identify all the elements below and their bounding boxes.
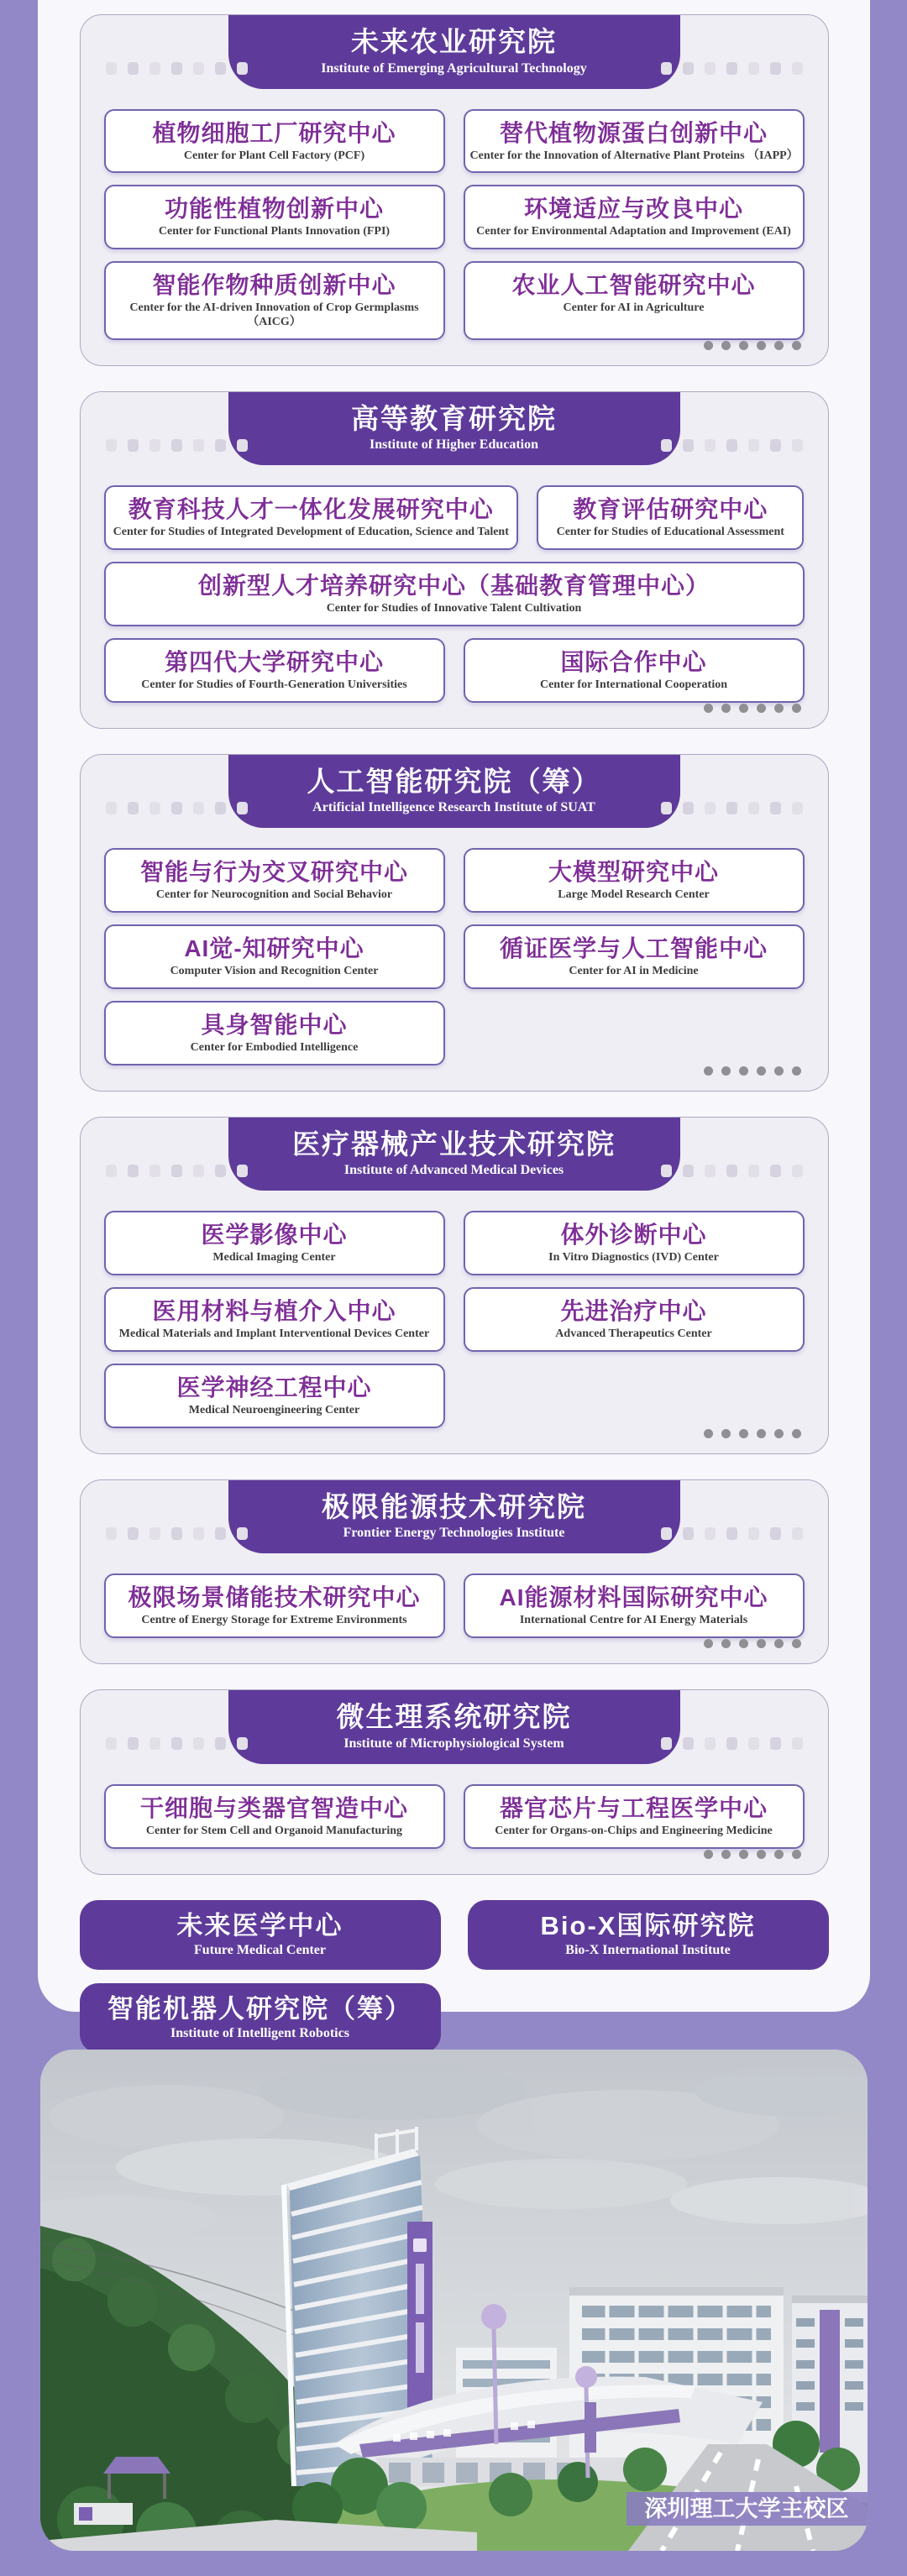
center-row bbox=[104, 1573, 805, 1638]
research-center-box bbox=[104, 638, 445, 703]
dash-icon bbox=[149, 1527, 160, 1540]
dash-icon bbox=[683, 439, 694, 452]
research-center-box bbox=[104, 185, 445, 249]
dash-icon bbox=[770, 1737, 781, 1750]
institute-title-zh: 极限能源技术研究院 bbox=[322, 1490, 586, 1522]
research-center-box bbox=[104, 1364, 445, 1428]
dash-icon bbox=[705, 802, 716, 814]
center-row bbox=[104, 185, 805, 249]
center-name-zh: 农业人工智能研究中心 bbox=[511, 272, 756, 299]
photo-caption bbox=[627, 2492, 868, 2526]
center-name-zh: 医学神经工程中心 bbox=[176, 1374, 372, 1401]
dash-icon bbox=[792, 62, 803, 75]
dash-icon bbox=[748, 1165, 759, 1177]
dot-icon bbox=[774, 341, 784, 350]
center-name-zh: 大模型研究中心 bbox=[548, 859, 719, 886]
center-name-en: Center for AI in Agriculture bbox=[563, 301, 705, 315]
institute-header bbox=[228, 755, 680, 829]
unit-future-medical-center bbox=[80, 1900, 441, 1970]
institute-card-0 bbox=[80, 14, 829, 366]
decor-dashes-left bbox=[106, 802, 248, 814]
dash-icon bbox=[171, 1527, 182, 1540]
dash-icon bbox=[661, 439, 672, 452]
center-row bbox=[104, 1211, 805, 1275]
center-name-en: Medical Materials and Implant Interventional Devices Center bbox=[118, 1327, 430, 1341]
center-name-en: Center for the Innovation of Alternative Plant Proteins （IAPP） bbox=[469, 149, 799, 162]
research-center-box bbox=[104, 1001, 445, 1065]
dot-icon bbox=[792, 1639, 801, 1648]
dot-icon bbox=[721, 1639, 731, 1648]
center-name-zh: 功能性植物创新中心 bbox=[164, 196, 384, 223]
dot-icon bbox=[704, 704, 713, 713]
pagination-dots bbox=[704, 1639, 801, 1648]
center-name-zh: 干细胞与类器官智造中心 bbox=[139, 1794, 408, 1821]
center-row bbox=[104, 848, 805, 913]
dash-icon bbox=[705, 1165, 716, 1177]
center-name-zh: 器官芯片与工程医学中心 bbox=[499, 1794, 768, 1821]
dot-icon bbox=[792, 341, 801, 350]
dash-icon bbox=[128, 1527, 139, 1540]
center-name-en: Center for Stem Cell and Organoid Manufacturing bbox=[145, 1824, 403, 1837]
institute-title-en: Institute of Microphysiological System bbox=[343, 1736, 564, 1751]
center-grid bbox=[81, 828, 828, 1065]
unit-title-zh: 未来医学中心 bbox=[176, 1910, 343, 1940]
decor-dashes-right bbox=[661, 1165, 803, 1177]
dash-icon bbox=[215, 439, 226, 452]
dash-icon bbox=[171, 62, 182, 75]
institute-title-zh: 微生理系统研究院 bbox=[336, 1701, 572, 1733]
research-center-box bbox=[104, 261, 445, 340]
institute-header bbox=[228, 392, 680, 466]
research-center-box bbox=[464, 109, 805, 174]
dash-icon bbox=[193, 439, 204, 452]
institute-card-4 bbox=[80, 1479, 829, 1664]
center-name-en: Advanced Therapeutics Center bbox=[555, 1327, 712, 1341]
dot-icon bbox=[792, 1850, 801, 1859]
research-center-box bbox=[537, 485, 804, 550]
dot-icon bbox=[721, 704, 731, 713]
dot-icon bbox=[739, 1850, 748, 1859]
center-row bbox=[104, 924, 805, 989]
center-name-zh: 医学影像中心 bbox=[201, 1222, 348, 1249]
pagination-dots bbox=[704, 704, 801, 713]
center-grid bbox=[81, 1191, 828, 1427]
center-name-zh: 国际合作中心 bbox=[560, 648, 707, 675]
institute-card-1 bbox=[80, 391, 829, 729]
dash-icon bbox=[683, 1737, 694, 1750]
center-row bbox=[104, 1287, 805, 1352]
decor-dashes-left bbox=[106, 1527, 248, 1540]
dash-icon bbox=[149, 62, 160, 75]
dash-icon bbox=[661, 1737, 672, 1750]
dash-icon bbox=[237, 802, 248, 814]
dash-icon bbox=[106, 1165, 117, 1177]
decor-dashes-right bbox=[661, 802, 803, 814]
dash-icon bbox=[128, 62, 139, 75]
research-center-box bbox=[104, 485, 519, 550]
dot-icon bbox=[774, 1429, 784, 1438]
center-name-en: Center for Environmental Adaptation and Improvement (EAI) bbox=[476, 225, 791, 238]
unit-title-zh: 智能机器人研究院（筹） bbox=[107, 1993, 412, 2024]
building-banner bbox=[820, 2310, 840, 2453]
research-center-box bbox=[464, 638, 805, 703]
center-name-zh: 替代植物源蛋白创新中心 bbox=[499, 119, 768, 146]
dash-icon bbox=[237, 439, 248, 452]
research-center-box bbox=[104, 848, 445, 913]
decor-dashes-right bbox=[661, 62, 803, 75]
center-row bbox=[104, 1364, 805, 1428]
dash-icon bbox=[193, 1527, 204, 1540]
dash-icon bbox=[683, 1165, 694, 1177]
dash-icon bbox=[215, 1165, 226, 1177]
center-name-en: Center for Studies of Integrated Development of Education, Science and Talent bbox=[113, 526, 509, 539]
dash-icon bbox=[237, 1165, 248, 1177]
unit-title-en: Bio-X International Institute bbox=[565, 1942, 731, 1957]
dash-icon bbox=[106, 1527, 117, 1540]
research-center-box bbox=[104, 1573, 445, 1638]
center-grid bbox=[81, 89, 828, 340]
center-name-en: Center for the AI-driven Innovation of Crop Germplasms （AICG） bbox=[129, 301, 419, 328]
dot-icon bbox=[774, 704, 784, 713]
dot-icon bbox=[774, 1066, 784, 1076]
spacer bbox=[464, 1001, 805, 1065]
dash-icon bbox=[171, 1737, 182, 1750]
content-canvas bbox=[38, 0, 870, 2040]
dash-icon bbox=[149, 802, 160, 814]
unit-title-en: Future Medical Center bbox=[194, 1942, 326, 1957]
institute-title-zh: 未来农业研究院 bbox=[351, 26, 557, 57]
center-name-zh: 创新型人才培养研究中心（基础教育管理中心） bbox=[197, 573, 710, 599]
dash-icon bbox=[792, 802, 803, 814]
pagination-dots bbox=[704, 1066, 801, 1076]
center-name-zh: AI觉-知研究中心 bbox=[184, 935, 364, 962]
dash-icon bbox=[792, 1527, 803, 1540]
dot-icon bbox=[757, 1066, 766, 1076]
institute-title-zh: 医疗器械产业技术研究院 bbox=[292, 1128, 616, 1160]
institute-card-3 bbox=[80, 1117, 829, 1454]
unit-intelligent-robotics bbox=[80, 1983, 441, 2053]
decor-dashes-left bbox=[106, 1165, 248, 1177]
institute-title-en: Institute of Emerging Agricultural Technology bbox=[321, 60, 587, 76]
center-name-en: Center for Studies of Educational Assessment bbox=[556, 526, 784, 539]
dash-icon bbox=[237, 1527, 248, 1540]
dot-icon bbox=[757, 704, 766, 713]
dash-icon bbox=[726, 1165, 737, 1177]
dash-icon bbox=[215, 62, 226, 75]
center-row bbox=[104, 1001, 805, 1065]
decor-dashes-right bbox=[661, 439, 803, 452]
dot-icon bbox=[704, 1066, 713, 1076]
dash-icon bbox=[661, 802, 672, 814]
dash-icon bbox=[215, 802, 226, 814]
dash-icon bbox=[726, 62, 737, 75]
dot-icon bbox=[721, 1850, 731, 1859]
dash-icon bbox=[683, 1527, 694, 1540]
dash-icon bbox=[149, 1165, 160, 1177]
center-name-zh: AI能源材料国际研究中心 bbox=[499, 1584, 768, 1611]
dash-icon bbox=[128, 802, 139, 814]
research-center-box bbox=[464, 1287, 805, 1352]
institute-title-zh: 高等教育研究院 bbox=[351, 402, 557, 434]
center-name-zh: 先进治疗中心 bbox=[560, 1298, 707, 1325]
dash-icon bbox=[193, 62, 204, 75]
dash-icon bbox=[661, 1527, 672, 1540]
photo-caption-text: 深圳理工大学主校区 bbox=[644, 2496, 849, 2521]
pagination-dots bbox=[704, 341, 801, 350]
center-name-zh: 体外诊断中心 bbox=[560, 1222, 707, 1249]
center-grid bbox=[81, 465, 828, 702]
center-name-zh: 循证医学与人工智能中心 bbox=[499, 935, 768, 962]
center-name-en: Center for AI in Medicine bbox=[569, 965, 699, 978]
center-name-zh: 具身智能中心 bbox=[201, 1011, 348, 1038]
dash-icon bbox=[661, 1165, 672, 1177]
dash-icon bbox=[149, 439, 160, 452]
dash-icon bbox=[128, 1737, 139, 1750]
campus-photo bbox=[40, 2050, 868, 2551]
dash-icon bbox=[792, 1165, 803, 1177]
center-row bbox=[104, 485, 805, 550]
research-center-box bbox=[464, 261, 805, 340]
dash-icon bbox=[726, 439, 737, 452]
dash-icon bbox=[726, 1737, 737, 1750]
research-center-box bbox=[104, 924, 445, 989]
dash-icon bbox=[106, 802, 117, 814]
dash-icon bbox=[770, 1165, 781, 1177]
institute-card-5 bbox=[80, 1689, 829, 1874]
dot-icon bbox=[721, 341, 731, 350]
research-center-box bbox=[464, 1784, 805, 1849]
center-name-en: Center for Functional Plants Innovation (FPI) bbox=[158, 225, 391, 238]
dash-icon bbox=[770, 439, 781, 452]
center-name-en: Center for Studies of Fourth-Generation Universities bbox=[141, 678, 407, 691]
dash-icon bbox=[237, 1737, 248, 1750]
pagination-dots bbox=[704, 1429, 801, 1438]
dot-icon bbox=[704, 1850, 713, 1859]
center-name-zh: 教育评估研究中心 bbox=[573, 496, 768, 523]
dot-icon bbox=[704, 1429, 713, 1438]
dash-icon bbox=[215, 1527, 226, 1540]
center-name-en: Medical Neuroengineering Center bbox=[188, 1403, 360, 1416]
institute-title-en: Institute of Higher Education bbox=[369, 437, 539, 453]
dash-icon bbox=[770, 62, 781, 75]
center-name-en: Center for Studies of Innovative Talent Cultivation bbox=[326, 602, 582, 615]
center-name-en: Centre of Energy Storage for Extreme Environments bbox=[141, 1614, 407, 1627]
unit-title-zh: Bio-X国际研究院 bbox=[540, 1910, 756, 1940]
dot-icon bbox=[792, 1066, 801, 1076]
research-center-box bbox=[104, 562, 805, 626]
decor-dashes-left bbox=[106, 1737, 248, 1750]
dot-icon bbox=[792, 1429, 801, 1438]
dash-icon bbox=[792, 439, 803, 452]
center-name-en: Center for Neurocognition and Social Behavior bbox=[155, 888, 393, 902]
decor-dashes-right bbox=[661, 1527, 803, 1540]
center-name-zh: 第四代大学研究中心 bbox=[164, 648, 384, 675]
research-center-box bbox=[464, 924, 805, 989]
decor-dashes-left bbox=[106, 62, 248, 75]
pagination-dots bbox=[704, 1850, 801, 1859]
dot-icon bbox=[774, 1639, 784, 1648]
research-center-box bbox=[464, 1573, 805, 1638]
dash-icon bbox=[770, 1527, 781, 1540]
center-name-zh: 智能与行为交叉研究中心 bbox=[139, 859, 408, 886]
dot-icon bbox=[721, 1066, 731, 1076]
institute-title-en: Artificial Intelligence Research Institute of SUAT bbox=[312, 800, 595, 815]
center-name-en: Large Model Research Center bbox=[558, 888, 710, 902]
center-name-en: Computer Vision and Recognition Center bbox=[170, 965, 379, 978]
center-name-en: In Vitro Diagnostics (IVD) Center bbox=[548, 1251, 719, 1264]
institute-title-en: Institute of Advanced Medical Devices bbox=[343, 1163, 564, 1178]
center-name-en: Center for Embodied Intelligence bbox=[190, 1040, 359, 1054]
dot-icon bbox=[739, 341, 748, 350]
institute-header bbox=[228, 1690, 680, 1764]
center-row bbox=[104, 109, 805, 174]
center-row bbox=[104, 1784, 805, 1849]
dot-icon bbox=[792, 704, 801, 713]
dash-icon bbox=[726, 802, 737, 814]
dash-icon bbox=[748, 62, 759, 75]
institute-header bbox=[228, 1480, 680, 1554]
dash-icon bbox=[748, 439, 759, 452]
dash-icon bbox=[106, 62, 117, 75]
dash-icon bbox=[193, 802, 204, 814]
research-center-box bbox=[464, 1211, 805, 1275]
center-name-zh: 教育科技人才一体化发展研究中心 bbox=[128, 496, 494, 523]
dash-icon bbox=[171, 439, 182, 452]
unit-bio-x-institute bbox=[468, 1900, 829, 1970]
dash-icon bbox=[237, 62, 248, 75]
dot-icon bbox=[757, 1850, 766, 1859]
center-name-zh: 环境适应与改良中心 bbox=[523, 196, 743, 223]
center-name-en: International Centre for AI Energy Materials bbox=[519, 1614, 748, 1627]
dash-icon bbox=[661, 62, 672, 75]
research-center-box bbox=[104, 109, 445, 174]
dash-icon bbox=[705, 439, 716, 452]
center-name-zh: 极限场景储能技术研究中心 bbox=[128, 1584, 421, 1611]
research-center-box bbox=[104, 1287, 445, 1352]
standalone-units bbox=[80, 1900, 829, 2053]
dash-icon bbox=[748, 1737, 759, 1750]
dot-icon bbox=[739, 1639, 748, 1648]
dash-icon bbox=[128, 1165, 139, 1177]
dash-icon bbox=[748, 1527, 759, 1540]
dash-icon bbox=[193, 1165, 204, 1177]
institute-card-2 bbox=[80, 754, 829, 1092]
dot-icon bbox=[721, 1429, 731, 1438]
institute-title-zh: 人工智能研究院（筹） bbox=[307, 765, 601, 797]
center-name-en: Center for Plant Cell Factory (PCF) bbox=[183, 149, 365, 162]
decor-dashes-left bbox=[106, 439, 248, 452]
research-center-box bbox=[464, 848, 805, 913]
dot-icon bbox=[704, 1639, 713, 1648]
dash-icon bbox=[683, 802, 694, 814]
center-name-en: Center for Organs-on-Chips and Engineering Medicine bbox=[495, 1824, 773, 1837]
research-center-box bbox=[464, 185, 805, 249]
institute-title-en: Frontier Energy Technologies Institute bbox=[343, 1526, 565, 1541]
center-grid bbox=[81, 1553, 828, 1638]
center-name-zh: 医用材料与植介入中心 bbox=[152, 1298, 396, 1325]
dash-icon bbox=[705, 1527, 716, 1540]
standalone-row-1 bbox=[80, 1900, 829, 1970]
center-name-en: Center for International Cooperation bbox=[539, 678, 728, 691]
dot-icon bbox=[739, 704, 748, 713]
institute-header bbox=[228, 15, 680, 89]
dot-icon bbox=[704, 341, 713, 350]
dash-icon bbox=[792, 1737, 803, 1750]
research-center-box bbox=[104, 1784, 445, 1849]
dash-icon bbox=[171, 802, 182, 814]
dash-icon bbox=[683, 62, 694, 75]
dash-icon bbox=[726, 1527, 737, 1540]
center-row bbox=[104, 261, 805, 340]
dash-icon bbox=[705, 1737, 716, 1750]
decor-dashes-right bbox=[661, 1737, 803, 1750]
campus-photo-illustration bbox=[40, 2050, 868, 2551]
dash-icon bbox=[705, 62, 716, 75]
dash-icon bbox=[215, 1737, 226, 1750]
dot-icon bbox=[757, 1639, 766, 1648]
spacer bbox=[464, 1364, 805, 1428]
dash-icon bbox=[770, 802, 781, 814]
center-grid bbox=[81, 1764, 828, 1849]
dot-icon bbox=[774, 1850, 784, 1859]
institute-header bbox=[228, 1118, 680, 1191]
center-name-zh: 智能作物种质创新中心 bbox=[152, 272, 396, 299]
dash-icon bbox=[106, 439, 117, 452]
dash-icon bbox=[748, 802, 759, 814]
dot-icon bbox=[739, 1429, 748, 1438]
dot-icon bbox=[739, 1066, 748, 1076]
dash-icon bbox=[106, 1737, 117, 1750]
center-row bbox=[104, 638, 805, 703]
center-name-zh: 植物细胞工厂研究中心 bbox=[152, 119, 396, 146]
standalone-row-2 bbox=[80, 1983, 829, 2053]
research-center-box bbox=[104, 1211, 445, 1275]
center-name-en: Medical Imaging Center bbox=[212, 1251, 336, 1264]
dot-icon bbox=[757, 341, 766, 350]
dot-icon bbox=[757, 1429, 766, 1438]
dash-icon bbox=[149, 1737, 160, 1750]
spacer bbox=[468, 1983, 829, 2053]
dash-icon bbox=[193, 1737, 204, 1750]
unit-title-en: Institute of Intelligent Robotics bbox=[170, 2025, 349, 2040]
dash-icon bbox=[171, 1165, 182, 1177]
institute-list bbox=[38, 0, 870, 1875]
center-row bbox=[104, 562, 805, 626]
dash-icon bbox=[128, 439, 139, 452]
